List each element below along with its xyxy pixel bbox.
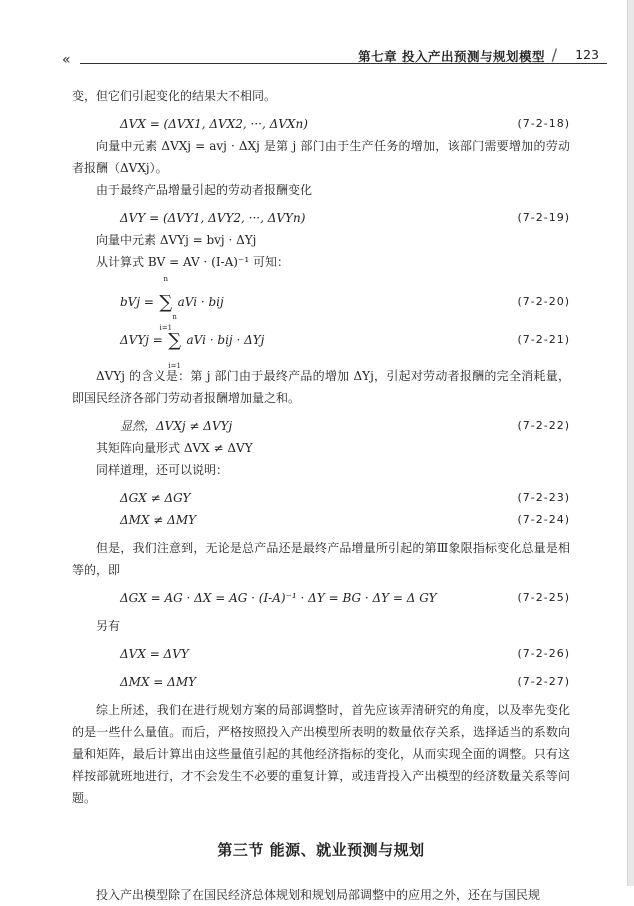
paragraph: 向量中元素 ΔVYj = bvj · ΔYj (96, 233, 257, 247)
equation-7-2-26 (72, 643, 570, 665)
equation-formula: ΔVX = (ΔVX1, ΔVX2, ···, ΔVXn) (120, 117, 308, 131)
paragraph: 但是，我们注意到，无论是总产品还是最终产品增量所引起的第Ⅲ象限指标变化总量是相等的，即 (72, 541, 570, 577)
equation-lhs: bVj = (120, 295, 158, 309)
chevron-left-icon: « (62, 52, 68, 68)
equation-7-2-21 (72, 312, 570, 370)
equation-7-2-22 (72, 415, 570, 437)
equation-rhs: aVi · bij · ΔYj (186, 333, 265, 347)
equation-7-2-19 (72, 207, 570, 229)
running-header (62, 44, 607, 66)
header-slash: / (551, 45, 557, 64)
equation-formula: ΔGX ≠ ΔGY (120, 491, 191, 505)
paragraph: 其矩阵向量形式 ΔVX ≠ ΔVY (96, 441, 253, 455)
page-body (72, 85, 570, 906)
equation-number: (7-2-18) (517, 117, 570, 130)
equation-7-2-25 (72, 587, 570, 609)
equation-7-2-24 (72, 509, 570, 531)
paragraph: 变，但它们引起变化的结果大不相同。 (72, 89, 277, 103)
paragraph: 另有 (96, 619, 121, 633)
paragraph: ΔVYj 的含义是：第 j 部门由于最终产品的增加 ΔYj，引起对劳动者报酬的完全消耗量，即国民经济各部门劳动者报酬增加量之和。 (72, 369, 570, 405)
paragraph: 同样道理，还可以说明： (96, 463, 229, 477)
sum-lower: i=1 (168, 361, 181, 370)
equation-7-2-27 (72, 671, 570, 693)
summation-icon: ∑ n i=1 (159, 274, 173, 332)
equation-7-2-18 (72, 113, 570, 135)
equation-number: (7-2-27) (517, 675, 570, 688)
equation-formula: 显然，ΔVXj ≠ ΔVYj (120, 419, 233, 433)
paragraph: 综上所述，我们在进行规划方案的局部调整时，首先应该弄清研究的角度，以及率先变化的是一些什么量值。而后，严格按照投入产出模型所表明的数量依存关系，选择适当的系数向量和矩阵，最后计算出由这些量值引起的其他经济指标的变化，从而实现全面的调整。只有这样按部就班地进行，才不会发生不必要的重复计算，或违背投入产出模型的经济数量关系等问题。 (72, 703, 570, 805)
equation-formula: ΔMX ≠ ΔMY (120, 513, 197, 527)
equation-lhs: ΔVYj = (120, 333, 167, 347)
equation-7-2-23 (72, 487, 570, 509)
paragraph: 由于最终产品增量引起的劳动者报酬变化 (96, 183, 313, 197)
equation-number: (7-2-20) (517, 295, 570, 308)
paragraph: 向量中元素 ΔVXj = avj · ΔXj 是第 j 部门由于生产任务的增加，该部门需要增加的劳动者报酬（ΔVXj）。 (72, 139, 570, 175)
summation-icon: ∑ n i=1 (168, 312, 182, 370)
equation-formula: ΔVX = ΔVY (120, 647, 189, 661)
page-edge (627, 0, 634, 886)
equation-number: (7-2-25) (517, 591, 570, 604)
equation-7-2-20 (72, 274, 570, 332)
paragraph: 投入产出模型除了在国民经济总体规划和规划局部调整中的应用之外，还在与国民规 (96, 888, 541, 902)
equation-formula: ΔGX = AG · ΔX = AG · (I-A)⁻¹ · ΔY = BG · ΔY = Δ GY (120, 591, 437, 605)
sum-upper: n (163, 274, 169, 283)
equation-number: (7-2-19) (517, 211, 570, 224)
section-title: 第三节 能源、就业预测与规划 (217, 841, 425, 859)
chapter-title: 第七章 投入产出预测与规划模型 (358, 49, 545, 64)
equation-number: (7-2-21) (517, 333, 570, 346)
paragraph: 从计算式 BV = AV · (I-A)⁻¹ 可知： (96, 255, 289, 269)
sum-upper: n (172, 312, 177, 321)
sum-lower: i=1 (159, 323, 173, 332)
equation-formula: ΔMX = ΔMY (120, 675, 197, 689)
equation-rhs: aVi · bij (177, 295, 224, 309)
equation-number: (7-2-23) (517, 491, 570, 504)
equation-number: (7-2-26) (517, 647, 570, 660)
equation-number: (7-2-22) (517, 419, 570, 432)
page-number: 123 (575, 47, 599, 62)
equation-number: (7-2-24) (517, 513, 570, 526)
equation-formula: ΔVY = (ΔVY1, ΔVY2, ···, ΔVYn) (120, 211, 306, 225)
